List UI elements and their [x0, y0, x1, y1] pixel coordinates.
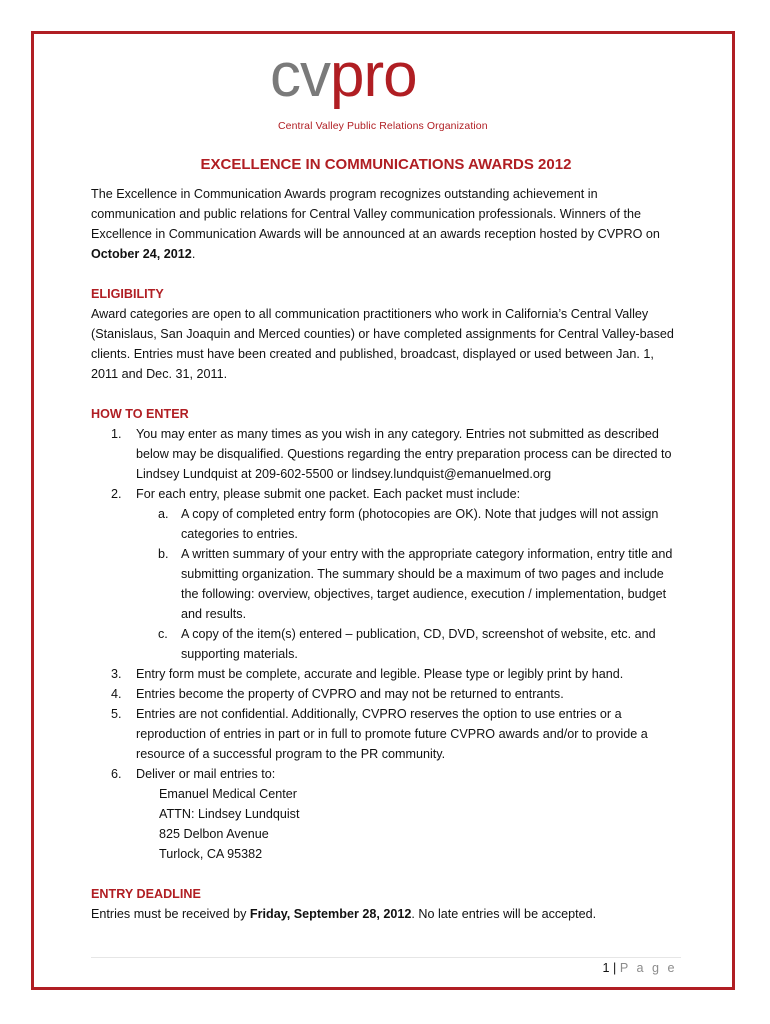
sub-list-item: [136, 624, 681, 664]
page-separator: |: [613, 961, 617, 975]
entry-deadline-text: [91, 904, 681, 924]
page-title: EXCELLENCE IN COMMUNICATIONS AWARDS 2012: [200, 156, 572, 173]
deadline-text-after: . No late entries will be accepted.: [411, 907, 597, 921]
sub-list-item: [136, 504, 681, 544]
list-number: 3.: [111, 667, 122, 681]
sub-list-letter: c.: [158, 627, 168, 641]
list-number: 1.: [111, 427, 122, 441]
eligibility-heading: ELIGIBILITY: [91, 287, 164, 301]
intro-end: .: [191, 247, 196, 261]
address-line: ATTN: Lindsey Lundquist: [159, 807, 300, 821]
packet-contents-list: [136, 504, 681, 664]
list-item: [91, 684, 681, 704]
logo-word-suffix: pro: [330, 52, 417, 110]
address-line: Turlock, CA 95382: [159, 847, 263, 861]
address-line: 825 Delbon Avenue: [159, 827, 269, 841]
list-item: [91, 704, 681, 764]
sub-list-item-text: A written summary of your entry with the appropriate category information, entry title and submitting organization. The summary should be a maximum of two pages and include the following: overview, objectives, target audience, execution / implementation, budget and results.: [181, 547, 673, 621]
list-number: 6.: [111, 767, 122, 781]
intro-date: October 24, 2012: [91, 247, 192, 261]
how-to-enter-heading: HOW TO ENTER: [91, 407, 189, 421]
cvpro-logo: [270, 52, 510, 138]
list-number: 4.: [111, 687, 122, 701]
document-body: [91, 154, 681, 924]
address-line: Emanuel Medical Center: [159, 787, 297, 801]
logo-word-prefix: cv: [270, 52, 330, 110]
list-item: [91, 764, 681, 864]
list-item-text: You may enter as many times as you wish in any category. Entries not submitted as described below may be disqualified. Questions regarding the entry preparation process can be directed to Lindsey Lundquist at 209-602-5500 or lindsey.lundquist@emanuelmed.org: [136, 427, 672, 481]
logo-tagline: Central Valley Public Relations Organization: [278, 120, 488, 132]
list-item: [91, 424, 681, 484]
intro-paragraph: [91, 184, 681, 264]
sub-list-item-text: A copy of the item(s) entered – publication, CD, DVD, screenshot of website, etc. and supporting materials.: [181, 627, 656, 661]
footer-divider: [91, 957, 681, 958]
entry-deadline-heading: ENTRY DEADLINE: [91, 887, 201, 901]
svg-text:cvpro: [270, 52, 417, 110]
intro-text: The Excellence in Communication Awards program recognizes outstanding achievement in communication and public relations for Central Valley communication professionals. Winners of the Excellence in Communication Awards will be announced at an awards reception hosted by CVPRO on: [91, 187, 660, 241]
sub-list-item: [136, 544, 681, 624]
list-item-text: For each entry, please submit one packet. Each packet must include:: [136, 487, 521, 501]
list-item-text: Deliver or mail entries to:: [136, 767, 276, 781]
list-item: [91, 484, 681, 664]
list-item-text: Entries are not confidential. Additionally, CVPRO reserves the option to use entries or a reproduction of entries in part or in full to promote future CVPRO awards and/or to provide a resource of a successful program to the PR community.: [136, 707, 648, 761]
list-number: 2.: [111, 487, 122, 501]
list-item: [91, 664, 681, 684]
cvpro-wordmark: [270, 52, 505, 114]
mailing-address: [136, 784, 681, 864]
eligibility-text: Award categories are open to all communication practitioners who work in California’s Central Valley (Stanislaus, San Joaquin and Merced counties) or have completed assignments for Central Valley-based clients. Entries must have been created and published, broadcast, displayed or used between Jan. 1, 2011 and Dec. 31, 2011.: [91, 307, 674, 381]
page-number: 1: [602, 961, 610, 975]
sub-list-letter: a.: [158, 507, 169, 521]
deadline-date: Friday, September 28, 2012: [249, 907, 412, 921]
sub-list-letter: b.: [158, 547, 169, 561]
deadline-text-before: Entries must be received by: [91, 907, 250, 921]
list-number: 5.: [111, 707, 122, 721]
list-item-text: Entry form must be complete, accurate and legible. Please type or legibly print by hand.: [136, 667, 624, 681]
entry-instructions-list: [91, 424, 681, 864]
page-label: P a g e: [619, 961, 677, 975]
list-item-text: Entries become the property of CVPRO and may not be returned to entrants.: [136, 687, 564, 701]
page-footer: [603, 958, 677, 978]
sub-list-item-text: A copy of completed entry form (photocopies are OK). Note that judges will not assign categories to entries.: [181, 507, 659, 541]
